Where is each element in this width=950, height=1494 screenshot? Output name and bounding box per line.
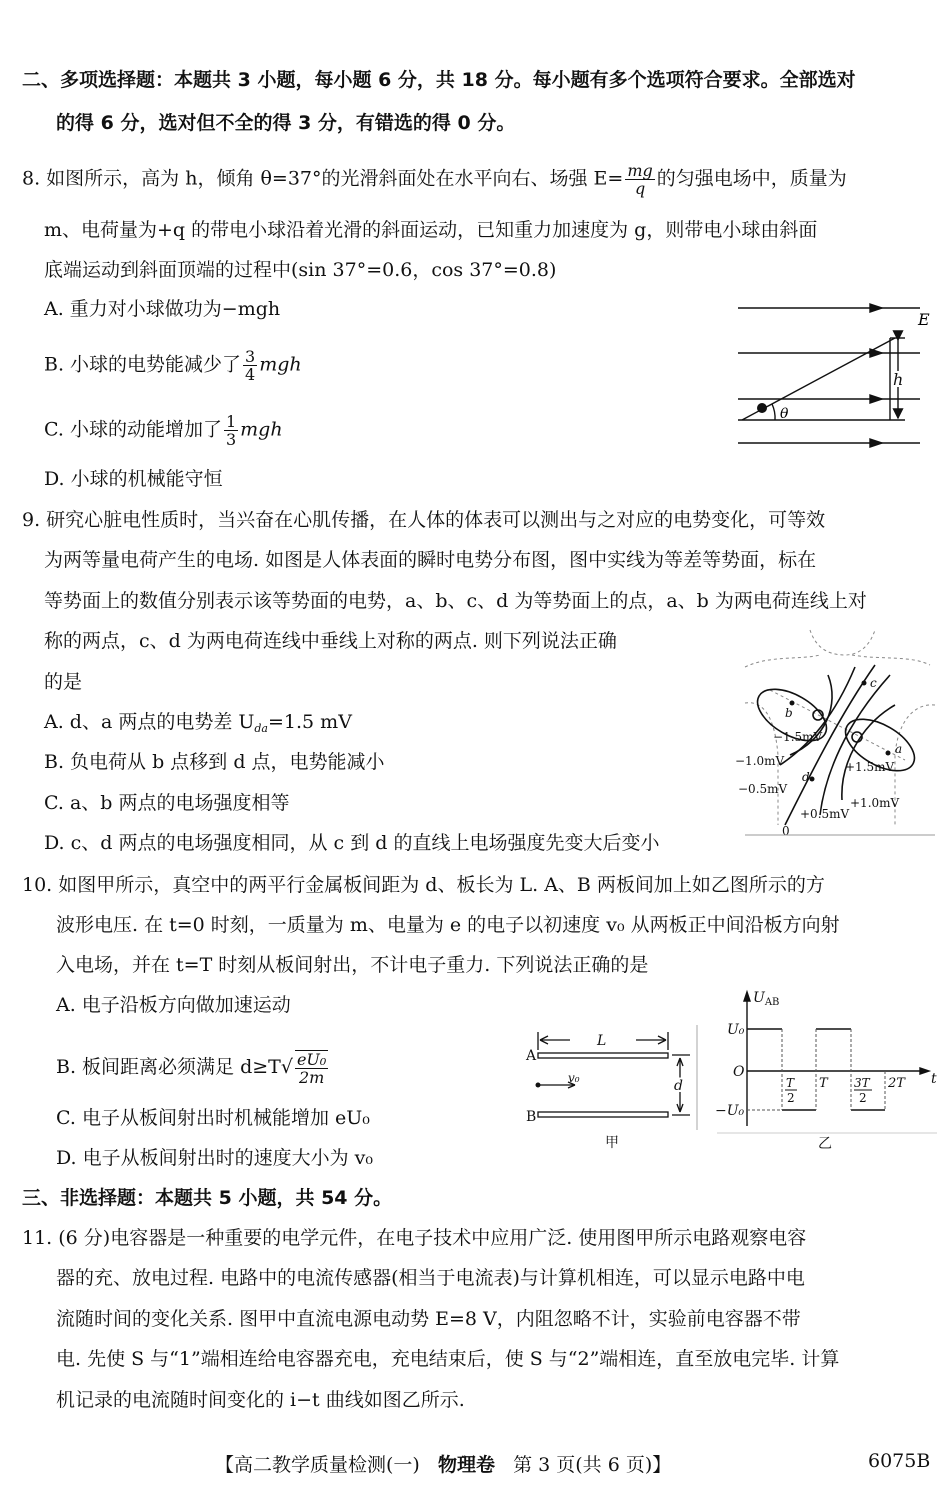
label-d: d: [802, 770, 810, 784]
parallel-plates-diagram: [520, 1020, 700, 1155]
tick-u0: U₀: [727, 1022, 745, 1038]
q9-option-a: [44, 710, 352, 741]
label-pos-1-5mv: +1.5mV: [845, 760, 895, 774]
label-pos-0-5mv: +0.5mV: [800, 807, 850, 821]
y-axis-label: [753, 990, 779, 1008]
option-math: mgh: [240, 418, 283, 441]
q8-option-b: [44, 348, 302, 383]
option-text: B. 板间距离必须满足 d≥T: [56, 1056, 281, 1078]
footer-code: 6075B: [868, 1450, 931, 1472]
label-h: h: [893, 370, 904, 389]
q8-text-a: 8. 如图所示，高为 h，倾角 θ=37°的光滑斜面处在水平向右、场强 E=: [22, 167, 624, 190]
q8-field-fraction: [625, 162, 654, 197]
question-9-line-3: 等势面上的数值分别表示该等势面的电势，a、b、c、d 为等势面上的点，a、b 为两电荷连线上对: [44, 590, 867, 612]
label-neg-1-0mv: −1.0mV: [735, 754, 785, 768]
origin-label: O: [733, 1064, 745, 1080]
option-text: C. 小球的动能增加了: [44, 418, 222, 441]
question-10-line-1: 10. 如图甲所示，真空中的两平行金属板间距为 d、板长为 L. A、B 两板间加上如乙图所示的方: [22, 874, 825, 896]
question-9-line-4: 称的两点，c、d 为两电荷连线中垂线上对称的两点. 则下列说法正确: [44, 630, 617, 652]
tick-3t-half-den: 2: [859, 1091, 867, 1105]
q8-option-d: D. 小球的机械能守恒: [44, 468, 223, 490]
q8-option-c: [44, 413, 283, 448]
label-neg-1-5mv: −1.5mV: [773, 730, 823, 744]
label-c: c: [870, 676, 877, 690]
question-11-line-5: 机记录的电流随时间变化的 i−t 曲线如图乙所示.: [56, 1389, 465, 1411]
question-11-line-2: 器的充、放电过程. 电路中的电流传感器(相当于电流表)与计算机相连，可以显示电路中电: [56, 1267, 805, 1289]
q9-option-c: C. a、b 两点的电场强度相等: [44, 792, 290, 814]
tick-neg-u0: −U₀: [715, 1103, 745, 1119]
label-e: E: [918, 310, 930, 329]
question-8-line-3: 底端运动到斜面顶端的过程中(sin 37°=0.6，cos 37°=0.8): [44, 259, 557, 281]
label-pos-1-0mv: +1.0mV: [850, 796, 900, 810]
frac-denominator: q: [634, 179, 646, 198]
question-8-line-1: [22, 162, 847, 197]
fraction: [243, 348, 257, 383]
question-10-line-2: 波形电压. 在 t=0 时刻，一质量为 m、电量为 e 的电子以初速度 v₀ 从两板正中间沿板方向射: [56, 914, 840, 936]
fraction: [224, 413, 238, 448]
question-10-line-3: 入电场，并在 t=T 时刻从板间射出，不计电子重力. 下列说法正确的是: [56, 954, 649, 976]
tick-3t-half-num: 3T: [854, 1076, 870, 1090]
label-theta: θ: [780, 406, 789, 422]
label-plate-a: A: [526, 1048, 537, 1064]
label-v0: v₀: [568, 1071, 580, 1085]
frac-denominator: 3: [225, 430, 237, 449]
footer-page-number: 第 3 页(共 6 页)】: [513, 1454, 672, 1476]
incline-diagram: [730, 290, 940, 450]
q10-option-b: [56, 1050, 330, 1086]
q9-option-d: D. c、d 两点的电场强度相同，从 c 到 d 的直线上电场强度先变大后变小: [44, 832, 660, 854]
question-9-line-5: 的是: [44, 671, 83, 693]
q10-option-a: A. 电子沿板方向做加速运动: [56, 994, 291, 1016]
q10-option-c: C. 电子从板间射出时机械能增加 eU₀: [56, 1107, 370, 1129]
tick-t: T: [819, 1076, 828, 1091]
label-plate-b: B: [526, 1109, 537, 1125]
x-axis-label: t: [931, 1071, 937, 1087]
page-footer: [215, 1450, 671, 1477]
option-text: =1.5 mV: [268, 711, 352, 733]
equipotential-diagram: [730, 625, 950, 840]
frac-numerator: eU₀: [296, 1050, 327, 1069]
q9-potential-figure: [730, 625, 950, 840]
figure-caption-yi: 乙: [818, 1136, 832, 1152]
question-9-line-2: 为两等量电荷产生的电场. 如图是人体表面的瞬时电势分布图，图中实线为等差等势面，标在: [44, 549, 817, 571]
tick-t-half-num: T: [786, 1076, 795, 1090]
q10-option-d: D. 电子从板间射出时的速度大小为 v₀: [56, 1147, 374, 1169]
frac-denominator: 4: [245, 365, 256, 384]
frac-denominator: 2m: [298, 1068, 325, 1087]
label-a: a: [895, 742, 903, 756]
voltage-time-chart: [715, 988, 940, 1155]
question-11-line-4: 电. 先使 S 与“1”端相连给电容器充电，充电结束后，使 S 与“2”端相连，直至放电完毕. 计算: [56, 1348, 840, 1370]
q8-text-b: 的匀强电场中，质量为: [656, 167, 847, 190]
q8-incline-figure: [730, 290, 940, 450]
section-2-heading-line-1: 二、多项选择题：本题共 3 小题，每小题 6 分，共 18 分。每小题有多个选项符合要求。全部选对: [22, 69, 856, 91]
subscript: da: [254, 722, 268, 735]
question-9-line-1: 9. 研究心脏电性质时，当兴奋在心肌传播，在人体的体表可以测出与之对应的电势变化，可等效: [22, 509, 826, 531]
footer-subject: 物理卷: [437, 1454, 495, 1476]
q9-option-b: B. 负电荷从 b 点移到 d 点，电势能减小: [44, 751, 385, 773]
tick-2t: 2T: [888, 1076, 905, 1091]
question-8-line-2: m、电荷量为+q 的带电小球沿着光滑的斜面运动，已知重力加速度为 g，则带电小球由斜面: [44, 219, 818, 241]
q10-plates-figure: [520, 1020, 700, 1155]
frac-numerator: mg: [627, 161, 653, 180]
fraction: [295, 1050, 328, 1086]
label-neg-0-5mv: −0.5mV: [738, 782, 788, 796]
q8-option-a: A. 重力对小球做功为−mgh: [44, 298, 281, 320]
option-math: mgh: [259, 353, 302, 376]
tick-t-half-den: 2: [787, 1091, 795, 1105]
y-label-sub: AB: [764, 997, 780, 1008]
question-11-line-3: 流随时间的变化关系. 图甲中直流电源电动势 E=8 V，内阻忽略不计，实验前电容器不带: [56, 1308, 801, 1330]
label-b: b: [785, 706, 793, 720]
sqrt-expression: √ $\frac{\text{eU₀}}{2m}$: [280, 1050, 327, 1087]
question-11-line-1: 11. (6 分)电容器是一种重要的电学元件，在电子技术中应用广泛. 使用图甲所示电路观察电容: [22, 1227, 807, 1249]
figure-caption-jia: 甲: [605, 1135, 619, 1151]
option-text: A. d、a 两点的电势差 U: [44, 711, 255, 733]
footer-exam-title: 【高二教学质量检测(一): [215, 1454, 420, 1476]
option-text: B. 小球的电势能减少了: [44, 353, 242, 376]
y-label-main: U: [753, 990, 765, 1006]
section-3-heading: 三、非选择题：本题共 5 小题，共 54 分。: [22, 1187, 393, 1209]
label-l: L: [597, 1033, 607, 1049]
q10-square-wave-chart: [715, 988, 940, 1155]
section-2-heading-line-2: 的得 6 分，选对但不全的得 3 分，有错选的得 0 分。: [56, 112, 516, 134]
frac-numerator: 3: [245, 347, 256, 366]
label-zero: 0: [782, 824, 790, 838]
frac-numerator: 1: [225, 412, 237, 431]
label-d: d: [674, 1078, 683, 1094]
